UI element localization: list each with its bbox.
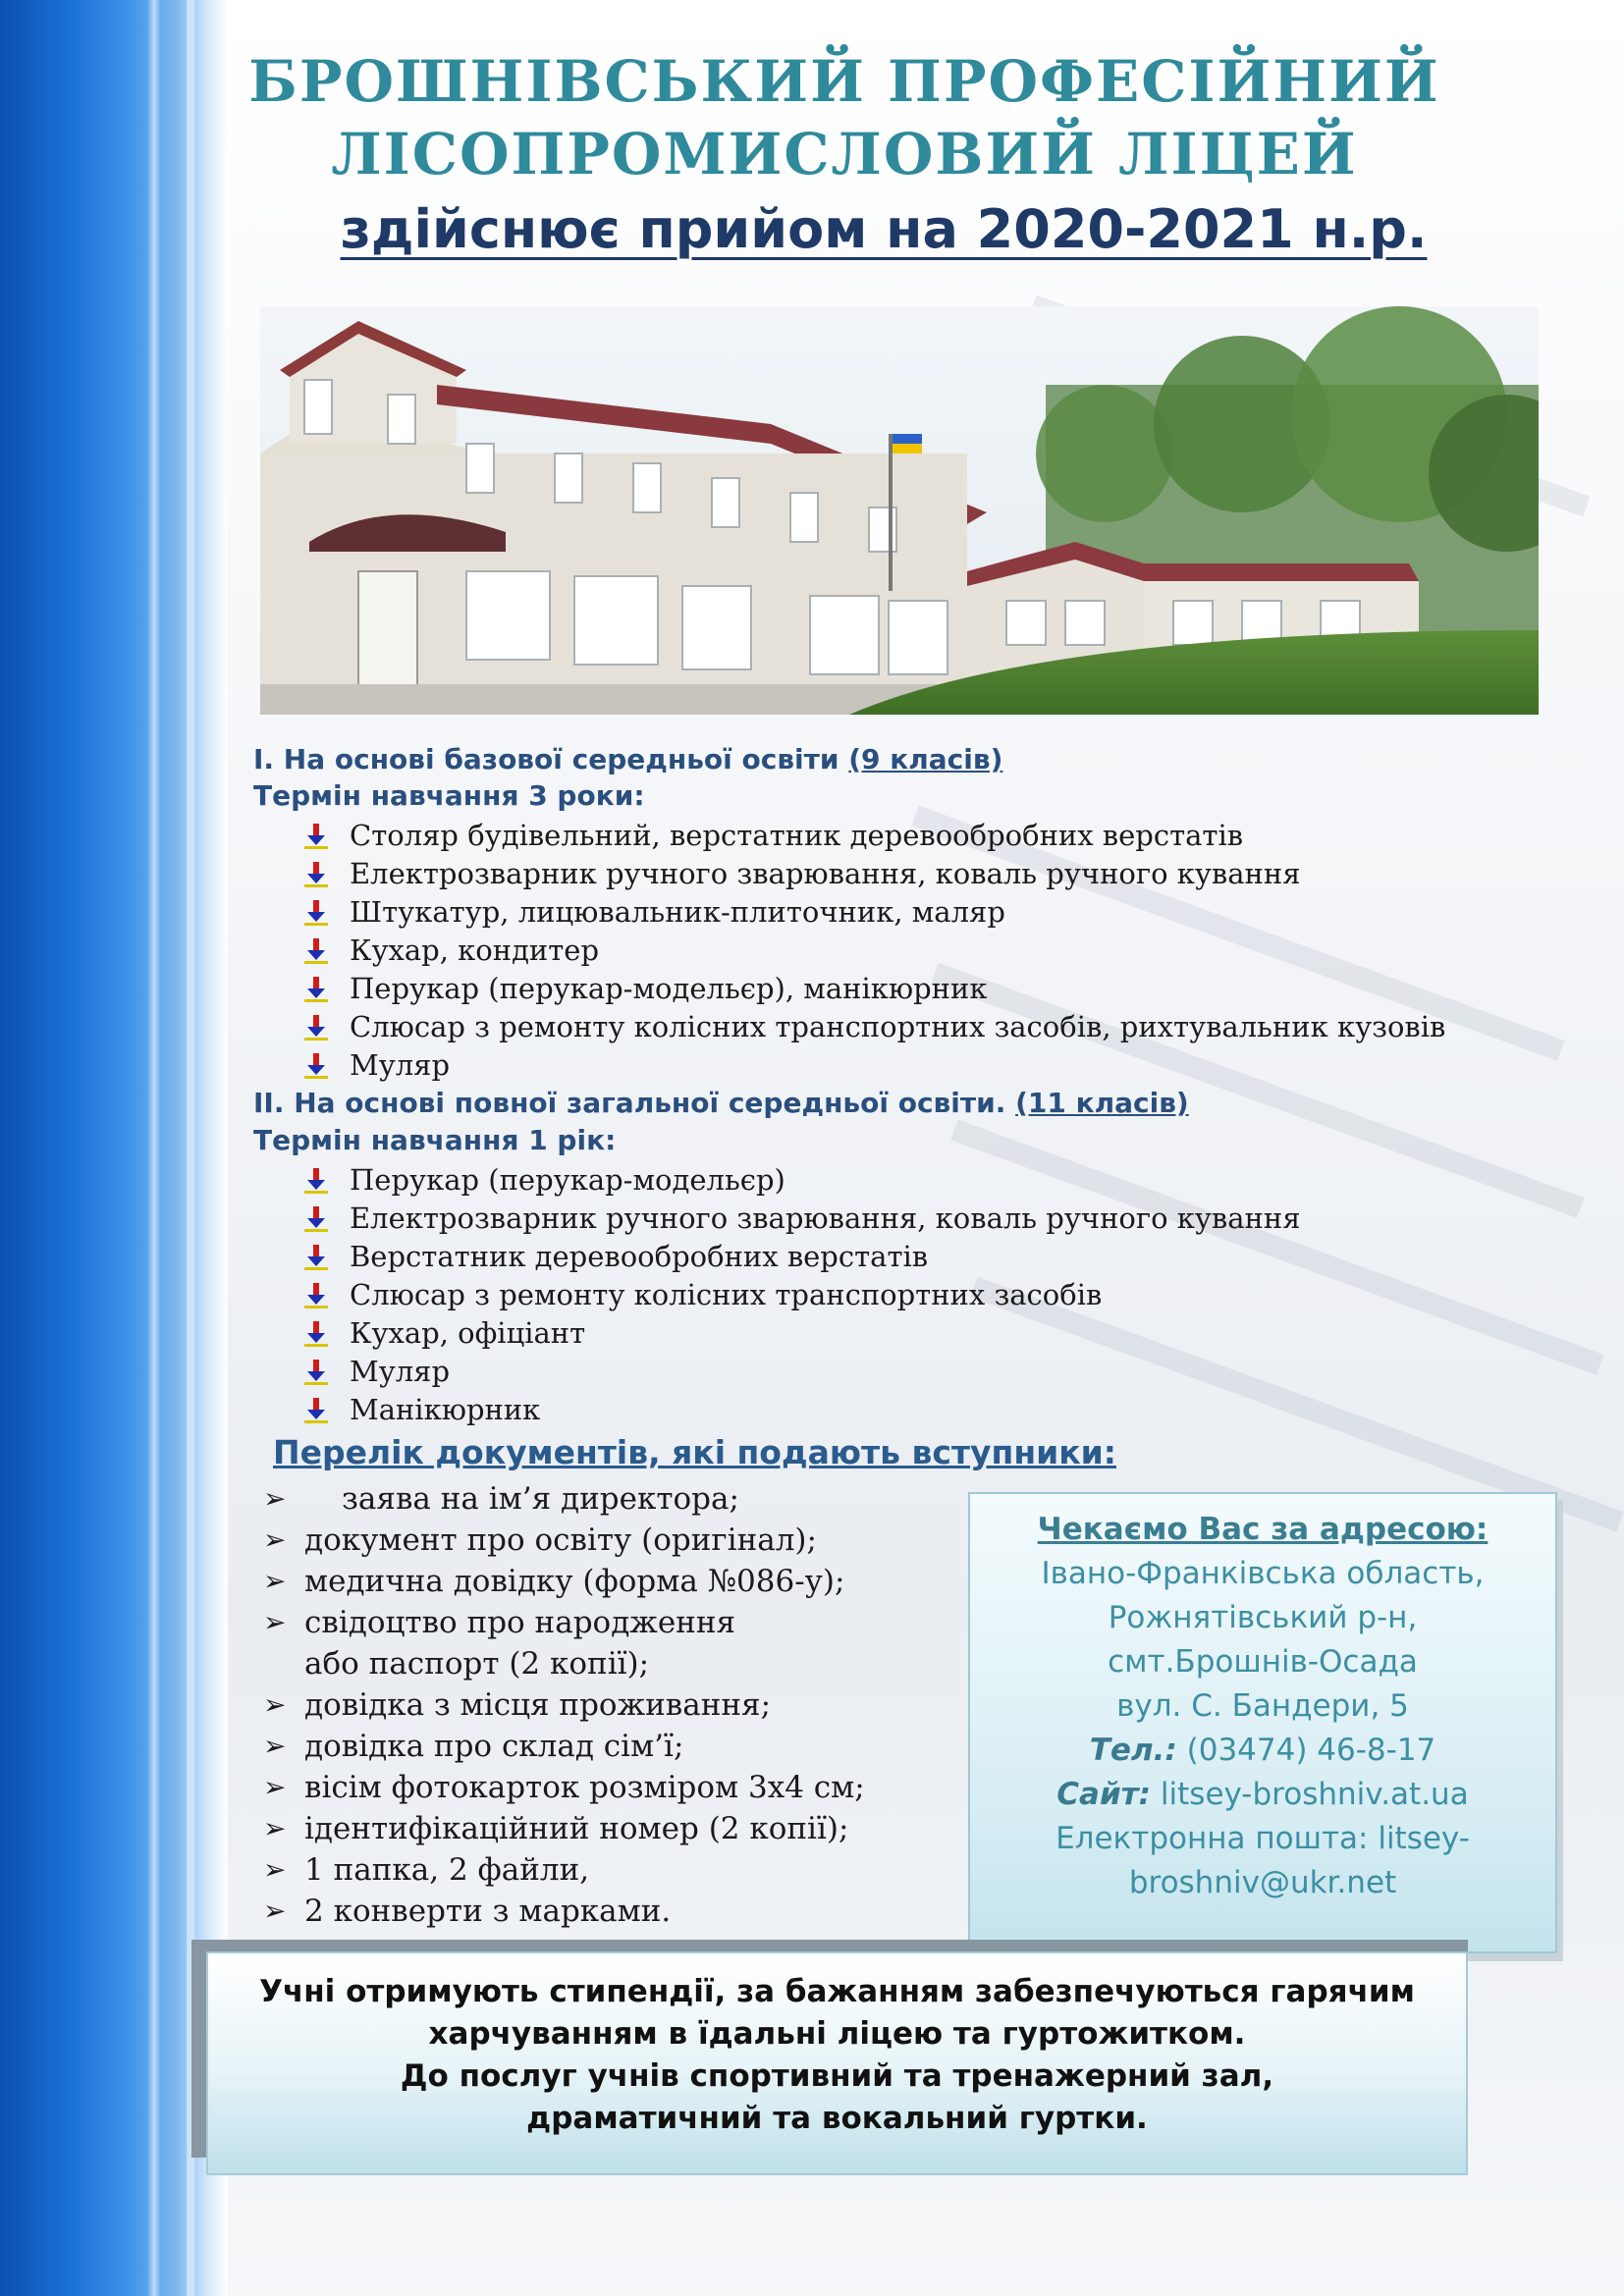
chevron-right-icon: ➢ bbox=[263, 1688, 287, 1721]
bottom-line-4: драматичний та вокальний гуртки. bbox=[526, 2101, 1148, 2136]
title-line-1: БРОШНІВСЬКИЙ ПРОФЕСІЙНИЙ bbox=[248, 48, 1440, 115]
list-item: Слюсар з ремонту колісних транспортних засобів bbox=[304, 1276, 1301, 1314]
section1-list bbox=[304, 817, 1445, 1085]
arrow-down-icon bbox=[304, 900, 328, 926]
email-link-part1[interactable]: litsey- bbox=[1378, 1821, 1470, 1856]
subtitle-text: здійснює прийом на 2020-2021 н.р. bbox=[340, 198, 1428, 260]
list-item: ➢ заява на ім’я директора; bbox=[263, 1478, 865, 1520]
site-link[interactable]: litsey-broshniv.at.ua bbox=[1160, 1777, 1469, 1812]
arrow-down-icon bbox=[304, 1168, 328, 1194]
email-label: Електронна пошта: bbox=[1056, 1821, 1369, 1856]
list-item: Верстатник деревообробних верстатів bbox=[304, 1238, 1301, 1276]
list-item: Слюсар з ремонту колісних транспортних засобів, рихтувальник кузовів bbox=[304, 1008, 1445, 1046]
address-district: Рожнятівський р-н, bbox=[1108, 1600, 1418, 1635]
list-item: Електрозварник ручного зварювання, коваль ручного кування bbox=[304, 1200, 1301, 1238]
chevron-right-icon: ➢ bbox=[263, 1895, 287, 1927]
section1-heading bbox=[253, 742, 1002, 777]
phone-label: Тел.: bbox=[1089, 1733, 1177, 1768]
bottom-line-3: До послуг учнів спортивний та тренажерний зал, bbox=[400, 2058, 1274, 2094]
arrow-down-icon bbox=[304, 862, 328, 887]
address-box bbox=[968, 1492, 1557, 1953]
list-item: ➢ ідентифікаційний номер (2 копії); bbox=[263, 1808, 865, 1849]
section2-heading-text: ІІ. На основі повної загальної середньої освіти. bbox=[253, 1087, 1006, 1119]
chevron-right-icon: ➢ bbox=[263, 1730, 287, 1762]
list-item: ➢ медична довідку (форма №086-у); bbox=[263, 1561, 865, 1602]
email-link-part2[interactable]: broshniv@ukr.net bbox=[1128, 1865, 1397, 1900]
list-item: Перукар (перукар-модельєр), манікюрник bbox=[304, 970, 1445, 1008]
list-item: Перукар (перукар-модельєр) bbox=[304, 1161, 1301, 1200]
section2-heading-note: (11 класів) bbox=[1015, 1087, 1189, 1119]
address-street: вул. С. Бандери, 5 bbox=[1116, 1688, 1409, 1724]
phone-value: (03474) 46-8-17 bbox=[1186, 1733, 1436, 1768]
arrow-down-icon bbox=[304, 1360, 328, 1385]
list-item: Столяр будівельний, верстатник деревообробних верстатів bbox=[304, 817, 1445, 855]
chevron-right-icon: ➢ bbox=[263, 1565, 287, 1597]
arrow-down-icon bbox=[304, 1321, 328, 1347]
address-site bbox=[970, 1773, 1555, 1817]
school-building-photo bbox=[260, 306, 1539, 715]
address-region: Івано-Франківська область, bbox=[1041, 1556, 1485, 1591]
section2-heading bbox=[253, 1086, 1189, 1121]
list-item: ➢ довідка про склад сім’ї; bbox=[263, 1726, 865, 1767]
arrow-down-icon bbox=[304, 1053, 328, 1079]
page-title bbox=[206, 45, 1483, 190]
bottom-info-box bbox=[206, 1951, 1468, 2175]
arrow-down-icon bbox=[304, 1398, 328, 1423]
address-email bbox=[970, 1817, 1555, 1861]
chevron-right-icon: ➢ bbox=[263, 1771, 287, 1803]
chevron-right-icon: ➢ bbox=[263, 1812, 287, 1844]
arrow-down-icon bbox=[304, 1206, 328, 1232]
arrow-down-icon bbox=[304, 938, 328, 964]
arrow-down-icon bbox=[304, 1245, 328, 1270]
chevron-right-icon: ➢ bbox=[263, 1523, 287, 1556]
chevron-right-icon: ➢ bbox=[263, 1482, 287, 1515]
arrow-down-icon bbox=[304, 1283, 328, 1308]
list-item: ➢ 2 конверти з марками. bbox=[263, 1891, 865, 1932]
arrow-down-icon bbox=[304, 977, 328, 1002]
address-heading: Чекаємо Вас за адресою: bbox=[1037, 1512, 1489, 1547]
arrow-down-icon bbox=[304, 1015, 328, 1041]
list-item: ➢ 1 папка, 2 файли, bbox=[263, 1849, 865, 1891]
documents-title: Перелік документів, які подають вступники: bbox=[273, 1433, 1116, 1471]
documents-list bbox=[263, 1478, 865, 1932]
left-bar-stripe bbox=[147, 0, 161, 2296]
section1-heading-note: (9 класів) bbox=[848, 743, 1003, 775]
bottom-line-1: Учні отримують стипендії, за бажанням забезпечуються гарячим bbox=[259, 1974, 1415, 2009]
list-item: Електрозварник ручного зварювання, коваль ручного кування bbox=[304, 855, 1445, 893]
building-illustration bbox=[260, 306, 1539, 715]
list-item: Муляр bbox=[304, 1046, 1445, 1085]
bottom-line-2: харчуванням в їдальні ліцею та гуртожитком. bbox=[428, 2016, 1246, 2052]
arrow-down-icon bbox=[304, 824, 328, 849]
list-item: Манікюрник bbox=[304, 1391, 1301, 1429]
address-phone bbox=[970, 1729, 1555, 1773]
list-item: ➢ довідка з місця проживання; bbox=[263, 1684, 865, 1726]
list-item: ➢ документ про освіту (оригінал); bbox=[263, 1520, 865, 1561]
list-item: Кухар, офіціант bbox=[304, 1314, 1301, 1353]
section1-heading-text: І. На основі базової середньої освіти bbox=[253, 743, 839, 775]
section1-term: Термін навчання 3 роки: bbox=[253, 779, 645, 812]
list-item-continuation: або паспорт (2 копії); bbox=[304, 1646, 650, 1682]
list-item: ➢ вісім фотокарток розміром 3х4 см; bbox=[263, 1767, 865, 1808]
address-town: смт.Брошнів-Осада bbox=[1108, 1644, 1418, 1680]
site-label: Сайт: bbox=[1056, 1777, 1152, 1812]
chevron-right-icon: ➢ bbox=[263, 1606, 287, 1638]
chevron-right-icon: ➢ bbox=[263, 1853, 287, 1886]
list-item: Муляр bbox=[304, 1353, 1301, 1391]
list-item: Кухар, кондитер bbox=[304, 932, 1445, 970]
section2-term: Термін навчання 1 рік: bbox=[253, 1124, 617, 1156]
list-item: ➢ свідоцтво про народження bbox=[263, 1602, 865, 1643]
list-item: Штукатур, лицювальник-плиточник, маляр bbox=[304, 893, 1445, 932]
page-subtitle bbox=[206, 196, 1483, 263]
title-line-2: ЛІСОПРОМИСЛОВИЙ ЛІЦЕЙ bbox=[331, 121, 1358, 187]
section2-list bbox=[304, 1161, 1301, 1429]
